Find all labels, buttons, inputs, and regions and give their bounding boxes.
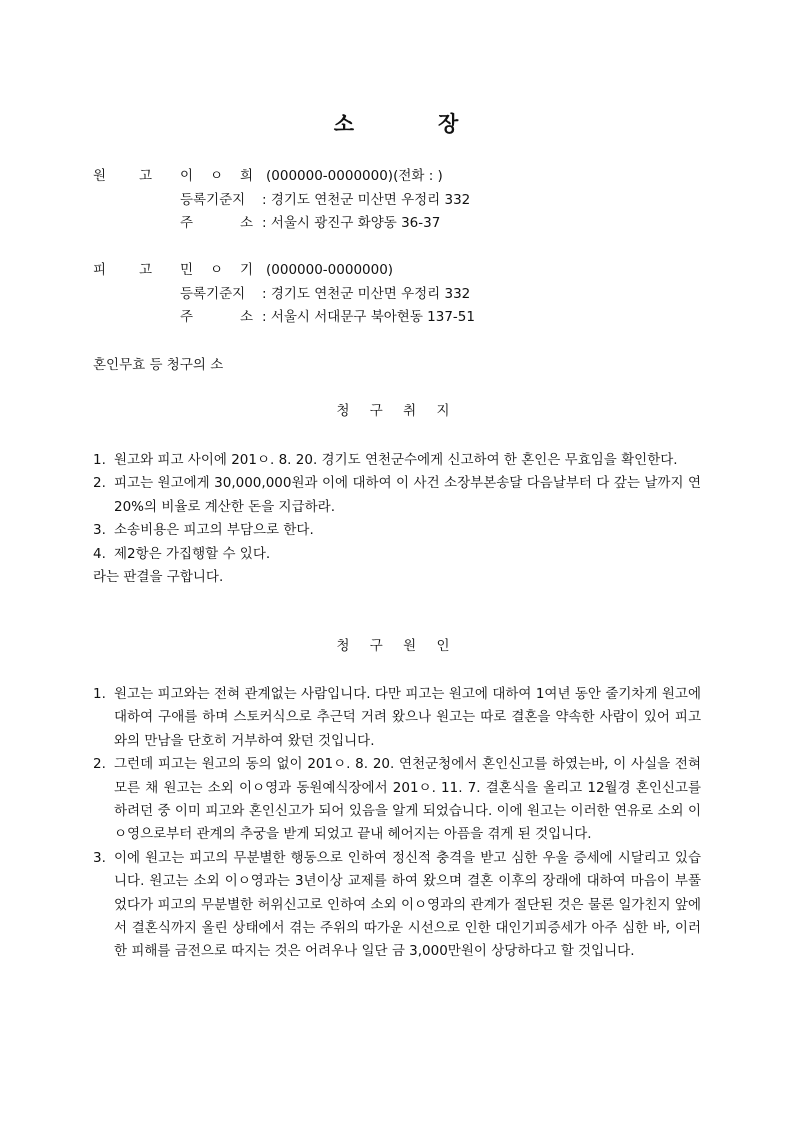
- cause-text: 그런데 피고는 원고의 동의 없이 201ㅇ. 8. 20. 연천군청에서 혼인신고를 하였는바, 이 사실을 전혀 모른 채 원고는 소외 이ㅇ영과 동원예식장에서 201ㅇ. 11. 7. 결혼식을 올리고 12월경 혼인신고를 하려던 중 이미 피고와 혼인신고가 되어 있음을 알게 되었습니다. 이에 원고는 이러한 연유로 소외 이ㅇ영으로부터 관계의 추궁을 받게 되었고 끝내 헤어지는 아픔을 겪게 된 것입니다.: [114, 756, 701, 843]
- claim-text: 제2항은 가집행할 수 있다.: [114, 545, 271, 562]
- plaintiff-address-label-b: 소: [240, 215, 254, 231]
- claim-item: [93, 472, 701, 519]
- plaintiff-name-1: 이: [180, 168, 194, 184]
- cause-text: 이에 원고는 피고의 무분별한 행동으로 인하여 정신적 충격을 받고 심한 우울 증세에 시달리고 있습니다. 원고는 소외 이ㅇ영과는 3년이상 교제를 하여 왔으며 결혼 이후의 장래에 대하여 마음이 부풀었다가 피고의 무분별한 허위신고로 인하여 소외 이ㅇ영과의 관계가 절단된 것은 물론 일가친지 앞에서 결혼식까지 올린 상태에서 겪는 주위의 따가운 시선으로 인한 대인기피증세가 아주 심한 바, 이러한 피해를 금전으로 따지는 것은 어려우나 일단 금 3,000만원이 상당하다고 할 것입니다.: [114, 849, 701, 960]
- defendant-registry-line: [180, 284, 470, 304]
- cause-number: 3.: [93, 849, 106, 866]
- claim-number: 3.: [93, 522, 106, 539]
- plaintiff-id-phone: (000000-0000000)(전화 : ): [266, 168, 443, 184]
- cause-item: [93, 753, 701, 847]
- claim-number: 1.: [93, 452, 106, 468]
- defendant-name-2: ㅇ: [210, 262, 224, 278]
- cause-item: [93, 847, 701, 964]
- cause-number: 2.: [93, 756, 106, 773]
- defendant-name-line: [180, 260, 393, 280]
- defendant-registry-value: : 경기도 연천군 미산면 우정리 332: [262, 286, 471, 302]
- defendant-registry-label: 등록기준지: [180, 286, 246, 302]
- plaintiff-role: 원 고: [93, 168, 153, 184]
- plaintiff-name-2: ㅇ: [210, 168, 224, 184]
- claim-number: 2.: [93, 475, 106, 492]
- claims-closing: 라는 판결을 구합니다.: [93, 569, 224, 586]
- cause-item: [93, 683, 701, 753]
- title-char-2: 장: [438, 112, 461, 136]
- defendant-role: 피 고: [93, 262, 153, 278]
- defendant-address-line: [180, 307, 475, 327]
- plaintiff-registry-line: [180, 190, 470, 210]
- claim-text: 소송비용은 피고의 부담으로 한다.: [114, 522, 314, 539]
- defendant-address-label-b: 소: [240, 309, 254, 325]
- claims-list: [93, 449, 701, 589]
- plaintiff-address-label-a: 주: [180, 215, 194, 231]
- plaintiff-address-line: [180, 213, 440, 233]
- cause-text: 원고는 피고와는 전혀 관계없는 사람입니다. 다만 피고는 원고에 대하여 1여년 동안 줄기차게 원고에 대하여 구애를 하며 스토커식으로 추근덕 거려 왔으나 원고는 따로 결혼을 약속한 사람이 있어 피고와의 만남을 단호히 거부하여 왔던 것입니다.: [114, 686, 701, 749]
- claim-text: 원고와 피고 사이에 201ㅇ. 8. 20. 경기도 연천군수에게 신고하여 한 혼인은 무효임을 확인한다.: [114, 452, 678, 468]
- plaintiff-registry-value: : 경기도 연천군 미산면 우정리 332: [262, 192, 471, 208]
- cause-number: 1.: [93, 686, 106, 702]
- defendant-address-value: : 서울시 서대문구 북아현동 137-51: [262, 309, 475, 325]
- document-title: [0, 108, 794, 138]
- claim-text: 피고는 원고에게 30,000,000원과 이에 대하여 이 사건 소장부본송달 다음날부터 다 갚는 날까지 연 20%의 비율로 계산한 돈을 지급하라.: [114, 475, 701, 515]
- case-name: 혼인무효 등 청구의 소: [93, 357, 224, 373]
- plaintiff-address-value: : 서울시 광진구 화양동 36-37: [262, 215, 441, 231]
- plaintiff-name-line: [180, 166, 443, 186]
- defendant-address-label-a: 주: [180, 309, 194, 325]
- plaintiff-name-3: 희: [240, 168, 254, 184]
- claim-number: 4.: [93, 545, 106, 562]
- causes-heading: 청 구 원 인: [336, 638, 458, 654]
- plaintiff-registry-label: 등록기준지: [180, 192, 246, 208]
- causes-list: [93, 683, 701, 964]
- claim-item: [93, 519, 701, 542]
- claims-heading: 청 구 취 지: [336, 403, 458, 419]
- title-char-1: 소: [333, 112, 356, 136]
- claim-item: [93, 543, 701, 566]
- defendant-name-3: 기: [240, 262, 254, 278]
- defendant-id: (000000-0000000): [266, 262, 394, 278]
- claim-item: [93, 449, 701, 472]
- defendant-name-1: 민: [180, 262, 194, 278]
